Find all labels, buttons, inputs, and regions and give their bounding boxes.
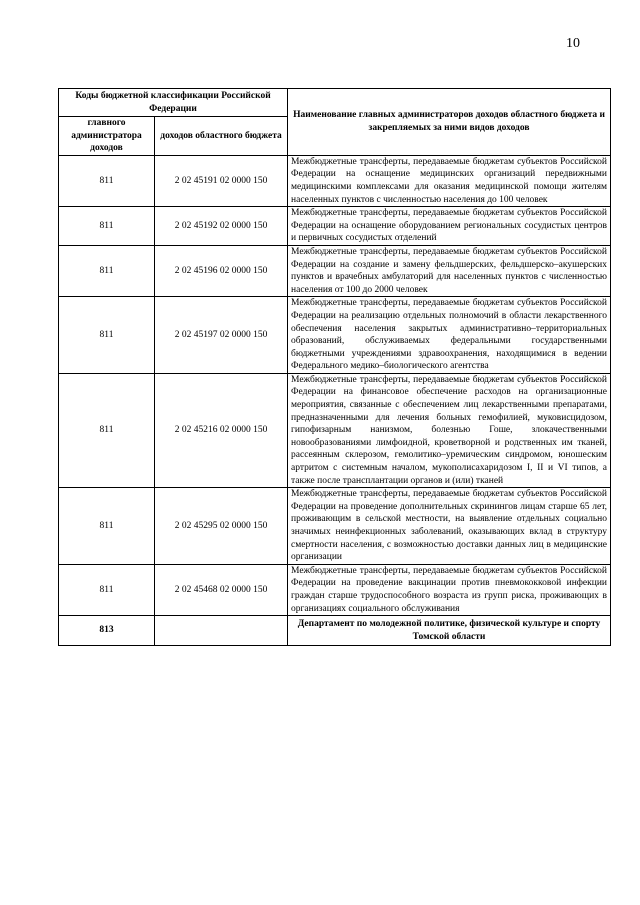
admin-code: 811 bbox=[59, 488, 155, 565]
admin-code: 811 bbox=[59, 297, 155, 374]
department-revenue-code bbox=[155, 616, 288, 646]
admin-code: 811 bbox=[59, 245, 155, 296]
budget-classification-table bbox=[58, 88, 611, 646]
table-row bbox=[59, 245, 611, 296]
table-row bbox=[59, 488, 611, 565]
admin-code: 811 bbox=[59, 207, 155, 246]
revenue-description: Межбюджетные трансферты, передаваемые бюджетам субъектов Российской Федерации на создание и замену фельдшерских, фельдшерско–акушерских пунктов и врачебных амбулаторий для населенных пунктов с численностью населения от 100 до 2000 человек bbox=[288, 245, 611, 296]
revenue-description: Межбюджетные трансферты, передаваемые бюджетам субъектов Российской Федерации на финансовое обеспечение расходов на организационные мероприятия, связанные с обеспечением лиц лекарственными препаратами, предназначенными для лечения больных гемофилией, муковисцидозом, гипофизарным нанизмом, болезнью Гоше, злокачественными новообразованиями лимфоидной, кроветворной и родственных им тканей, рассеянным склерозом, гемолитико–уремическим синдромом, юношеским артритом с системным началом, мукополисахаридозом I, II и VI типов, а также после трансплантации органов и (или) тканей bbox=[288, 373, 611, 487]
revenue-description: Межбюджетные трансферты, передаваемые бюджетам субъектов Российской Федерации на проведение дополнительных скринингов лицам старше 65 лет, проживающим в сельской местности, на выявление отдельных социально значимых неинфекционных заболеваний, оказывающих вклад в структуру смертности населения, с возможностью доставки данных лиц в медицинские организации bbox=[288, 488, 611, 565]
revenue-code: 2 02 45216 02 0000 150 bbox=[155, 373, 288, 487]
table-row bbox=[59, 564, 611, 615]
header-admin-column: главного администратора доходов bbox=[59, 117, 155, 156]
department-row bbox=[59, 616, 611, 646]
department-admin-code: 813 bbox=[59, 616, 155, 646]
revenue-code: 2 02 45196 02 0000 150 bbox=[155, 245, 288, 296]
revenue-code: 2 02 45295 02 0000 150 bbox=[155, 488, 288, 565]
table-row bbox=[59, 373, 611, 487]
table-row bbox=[59, 155, 611, 206]
revenue-description: Межбюджетные трансферты, передаваемые бюджетам субъектов Российской Федерации на реализацию отдельных полномочий в области лекарственного обеспечения населения закрытых административно–территориальных образований, обслуживаемых федеральными государственными бюджетными учреждениями здравоохранения, находящимися в ведении Федерального медико–биологического агентства bbox=[288, 297, 611, 374]
department-name: Департамент по молодежной политике, физической культуре и спорту Томской области bbox=[288, 616, 611, 646]
table-row bbox=[59, 207, 611, 246]
revenue-code: 2 02 45192 02 0000 150 bbox=[155, 207, 288, 246]
revenue-description: Межбюджетные трансферты, передаваемые бюджетам субъектов Российской Федерации на оснащение медицинских организаций передвижными медицинскими комплексами для оказания медицинской помощи жителям населенных пунктов с численностью населения до 100 человек bbox=[288, 155, 611, 206]
revenue-description: Межбюджетные трансферты, передаваемые бюджетам субъектов Российской Федерации на проведение вакцинации против пневмококковой инфекции граждан старше трудоспособного возраста из групп риска, проживающих в организациях социального обслуживания bbox=[288, 564, 611, 615]
admin-code: 811 bbox=[59, 155, 155, 206]
revenue-code: 2 02 45468 02 0000 150 bbox=[155, 564, 288, 615]
header-revenue-column: доходов областного бюджета bbox=[155, 117, 288, 156]
page-number: 10 bbox=[566, 36, 580, 51]
admin-code: 811 bbox=[59, 564, 155, 615]
admin-code: 811 bbox=[59, 373, 155, 487]
table-row bbox=[59, 297, 611, 374]
revenue-description: Межбюджетные трансферты, передаваемые бюджетам субъектов Российской Федерации на оснащение оборудованием региональных сосудистых центров и первичных сосудистых отделений bbox=[288, 207, 611, 246]
revenue-code: 2 02 45197 02 0000 150 bbox=[155, 297, 288, 374]
header-codes-group: Коды бюджетной классификации Российской Федерации bbox=[59, 89, 288, 117]
header-name-column: Наименование главных администраторов доходов областного бюджета и закрепляемых за ними видов доходов bbox=[288, 89, 611, 156]
revenue-code: 2 02 45191 02 0000 150 bbox=[155, 155, 288, 206]
